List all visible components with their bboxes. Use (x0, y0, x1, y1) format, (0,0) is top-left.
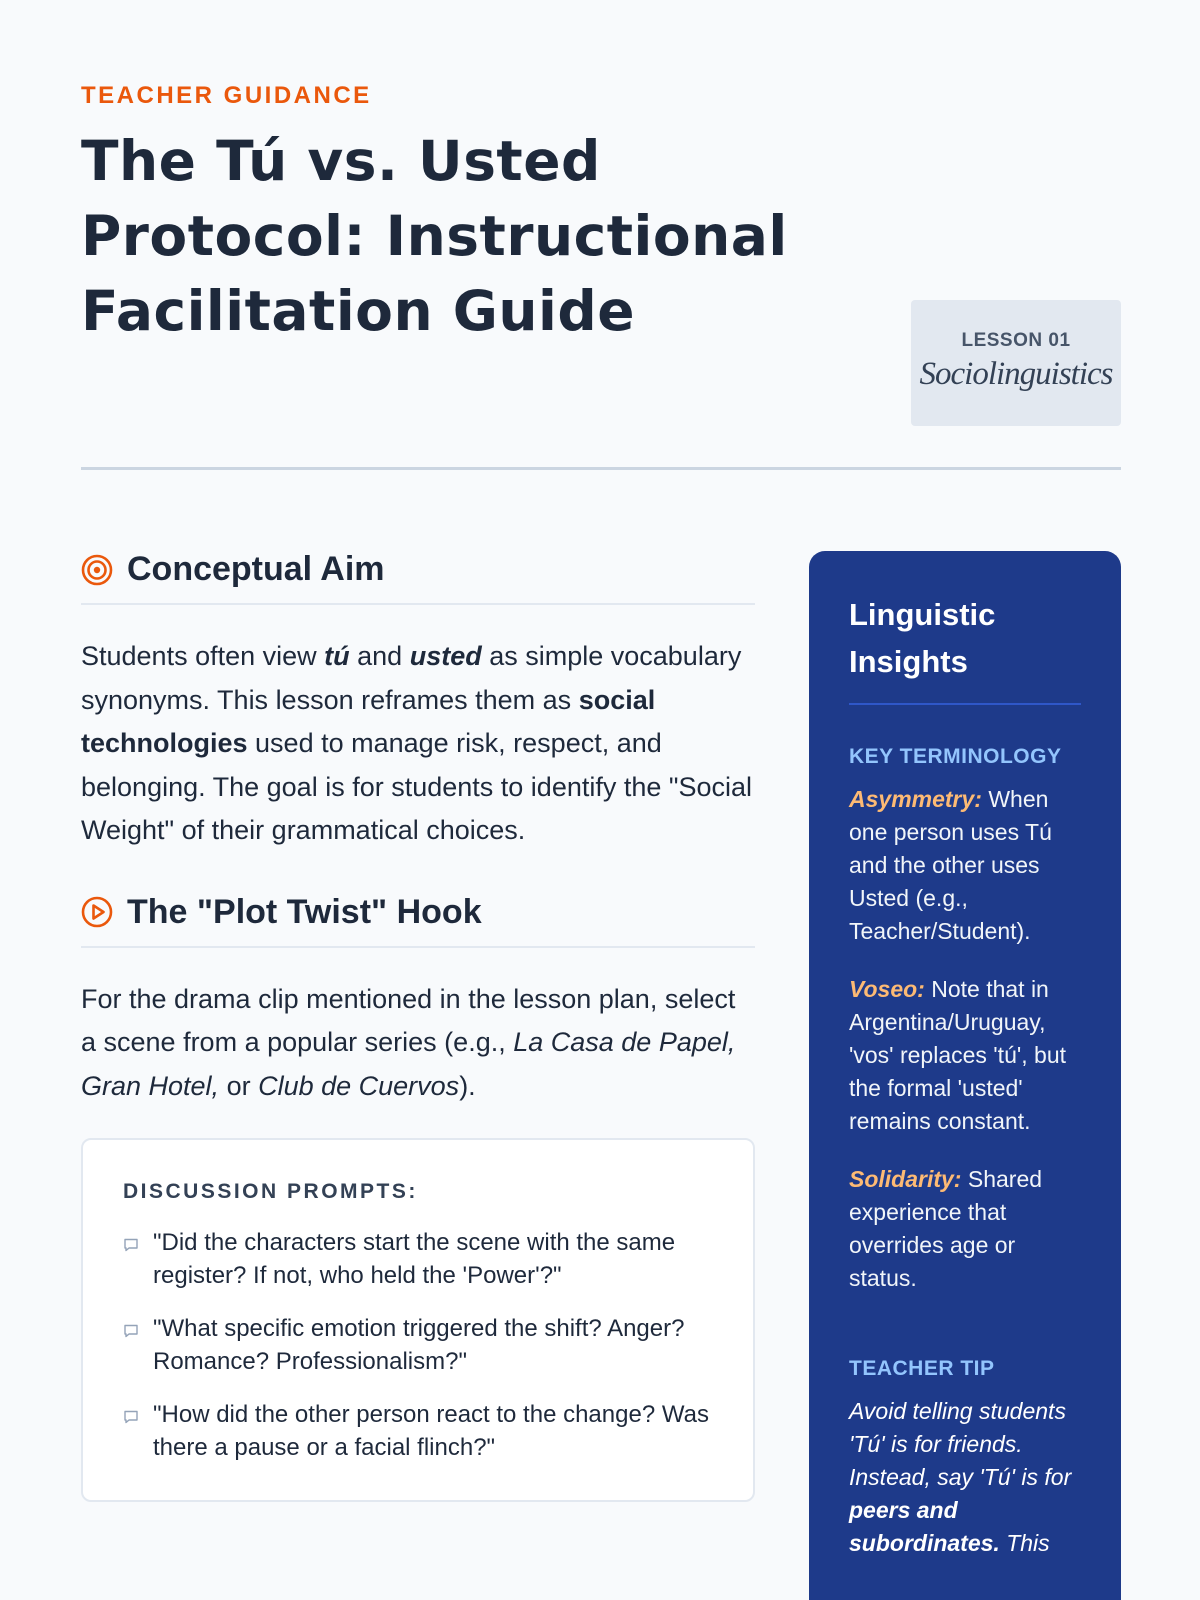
linguistic-insights-sidebar (809, 551, 1121, 1600)
list-item (123, 1398, 715, 1464)
lesson-badge (911, 300, 1121, 426)
aim-paragraph (81, 635, 755, 853)
term-entry (849, 1163, 1081, 1295)
term-name: Asymmetry: (849, 786, 982, 812)
aim-text-2: and (349, 641, 410, 671)
aim-section-header (81, 550, 755, 605)
hook-text-2: or (219, 1070, 259, 1101)
aim-text-3: as simple vocabulary synonyms. This lesson reframes them as (81, 641, 742, 715)
list-item (123, 1312, 715, 1378)
hook-section-header (81, 893, 755, 948)
prompt-list (123, 1226, 715, 1464)
term-usted: usted (409, 641, 482, 671)
aim-heading: Conceptual Aim (127, 550, 385, 588)
term-entry (849, 973, 1081, 1138)
term-name: Voseo: (849, 976, 925, 1002)
term-definition: Shared experience that overrides age or status. (849, 1166, 1043, 1291)
series-titles: La Casa de Papel, Gran Hotel, (81, 1027, 736, 1101)
target-icon (81, 554, 113, 586)
hook-text-1: For the drama clip mentioned in the lesson plan, select a scene from a popular series (e.g., (81, 983, 736, 1057)
tip-emphasis: peers and subordinates. (849, 1497, 1000, 1556)
speech-bubble-icon (123, 1237, 139, 1253)
hook-text-3: ). (459, 1070, 476, 1101)
list-item (123, 1226, 715, 1292)
prompt-text: "What specific emotion triggered the shift? Anger? Romance? Professionalism?" (153, 1315, 685, 1375)
page-title: The Tú vs. Usted Protocol: Instructional Facilitation Guide (81, 129, 788, 343)
series-title-club: Club de Cuervos (258, 1070, 460, 1101)
aim-text-1: Students often view (81, 641, 325, 671)
term-name: Solidarity: (849, 1166, 962, 1192)
hook-heading: The "Plot Twist" Hook (127, 892, 482, 931)
term-definition: Note that in Argentina/Uruguay, 'vos' replaces 'tú', but the formal 'usted' remains constant. (849, 976, 1067, 1134)
lesson-number: LESSON 01 (961, 330, 1071, 351)
teacher-tip-label: TEACHER TIP (849, 1357, 995, 1380)
tip-text-1: Avoid telling students 'Tú' is for friends. Instead, say 'Tú' is for (849, 1398, 1072, 1490)
teacher-tip-text (849, 1395, 1081, 1560)
term-entry (849, 783, 1081, 948)
speech-bubble-icon (123, 1409, 139, 1425)
term-tu: tú (324, 641, 350, 671)
lesson-subject: Sociolinguistics (919, 356, 1113, 392)
term-definition: When one person uses Tú and the other uses Usted (e.g., Teacher/Student). (849, 786, 1052, 944)
discussion-prompts-card (81, 1138, 755, 1502)
prompts-heading: DISCUSSION PROMPTS: (123, 1180, 418, 1203)
header-divider (81, 467, 1121, 470)
guide-page (81, 0, 1121, 1600)
aim-text-4: used to manage risk, respect, and belonging. The goal is for students to identify the "Social Weight" of their grammatical choices. (81, 728, 753, 845)
terminology-label: KEY TERMINOLOGY (849, 745, 1062, 768)
main-column (81, 550, 755, 1502)
eyebrow-label: TEACHER GUIDANCE (81, 82, 372, 109)
tip-text-2: This (999, 1530, 1050, 1556)
play-circle-icon (81, 896, 113, 928)
sidebar-title: Linguistic Insights (849, 591, 1081, 705)
hook-paragraph (81, 978, 755, 1109)
speech-bubble-icon (123, 1323, 139, 1339)
aim-emphasis: social technologies (81, 684, 656, 758)
prompt-text: "Did the characters start the scene with the same register? If not, who held the 'Power'?" (153, 1229, 676, 1289)
prompt-text: "How did the other person react to the change? Was there a pause or a facial flinch?" (153, 1401, 709, 1461)
